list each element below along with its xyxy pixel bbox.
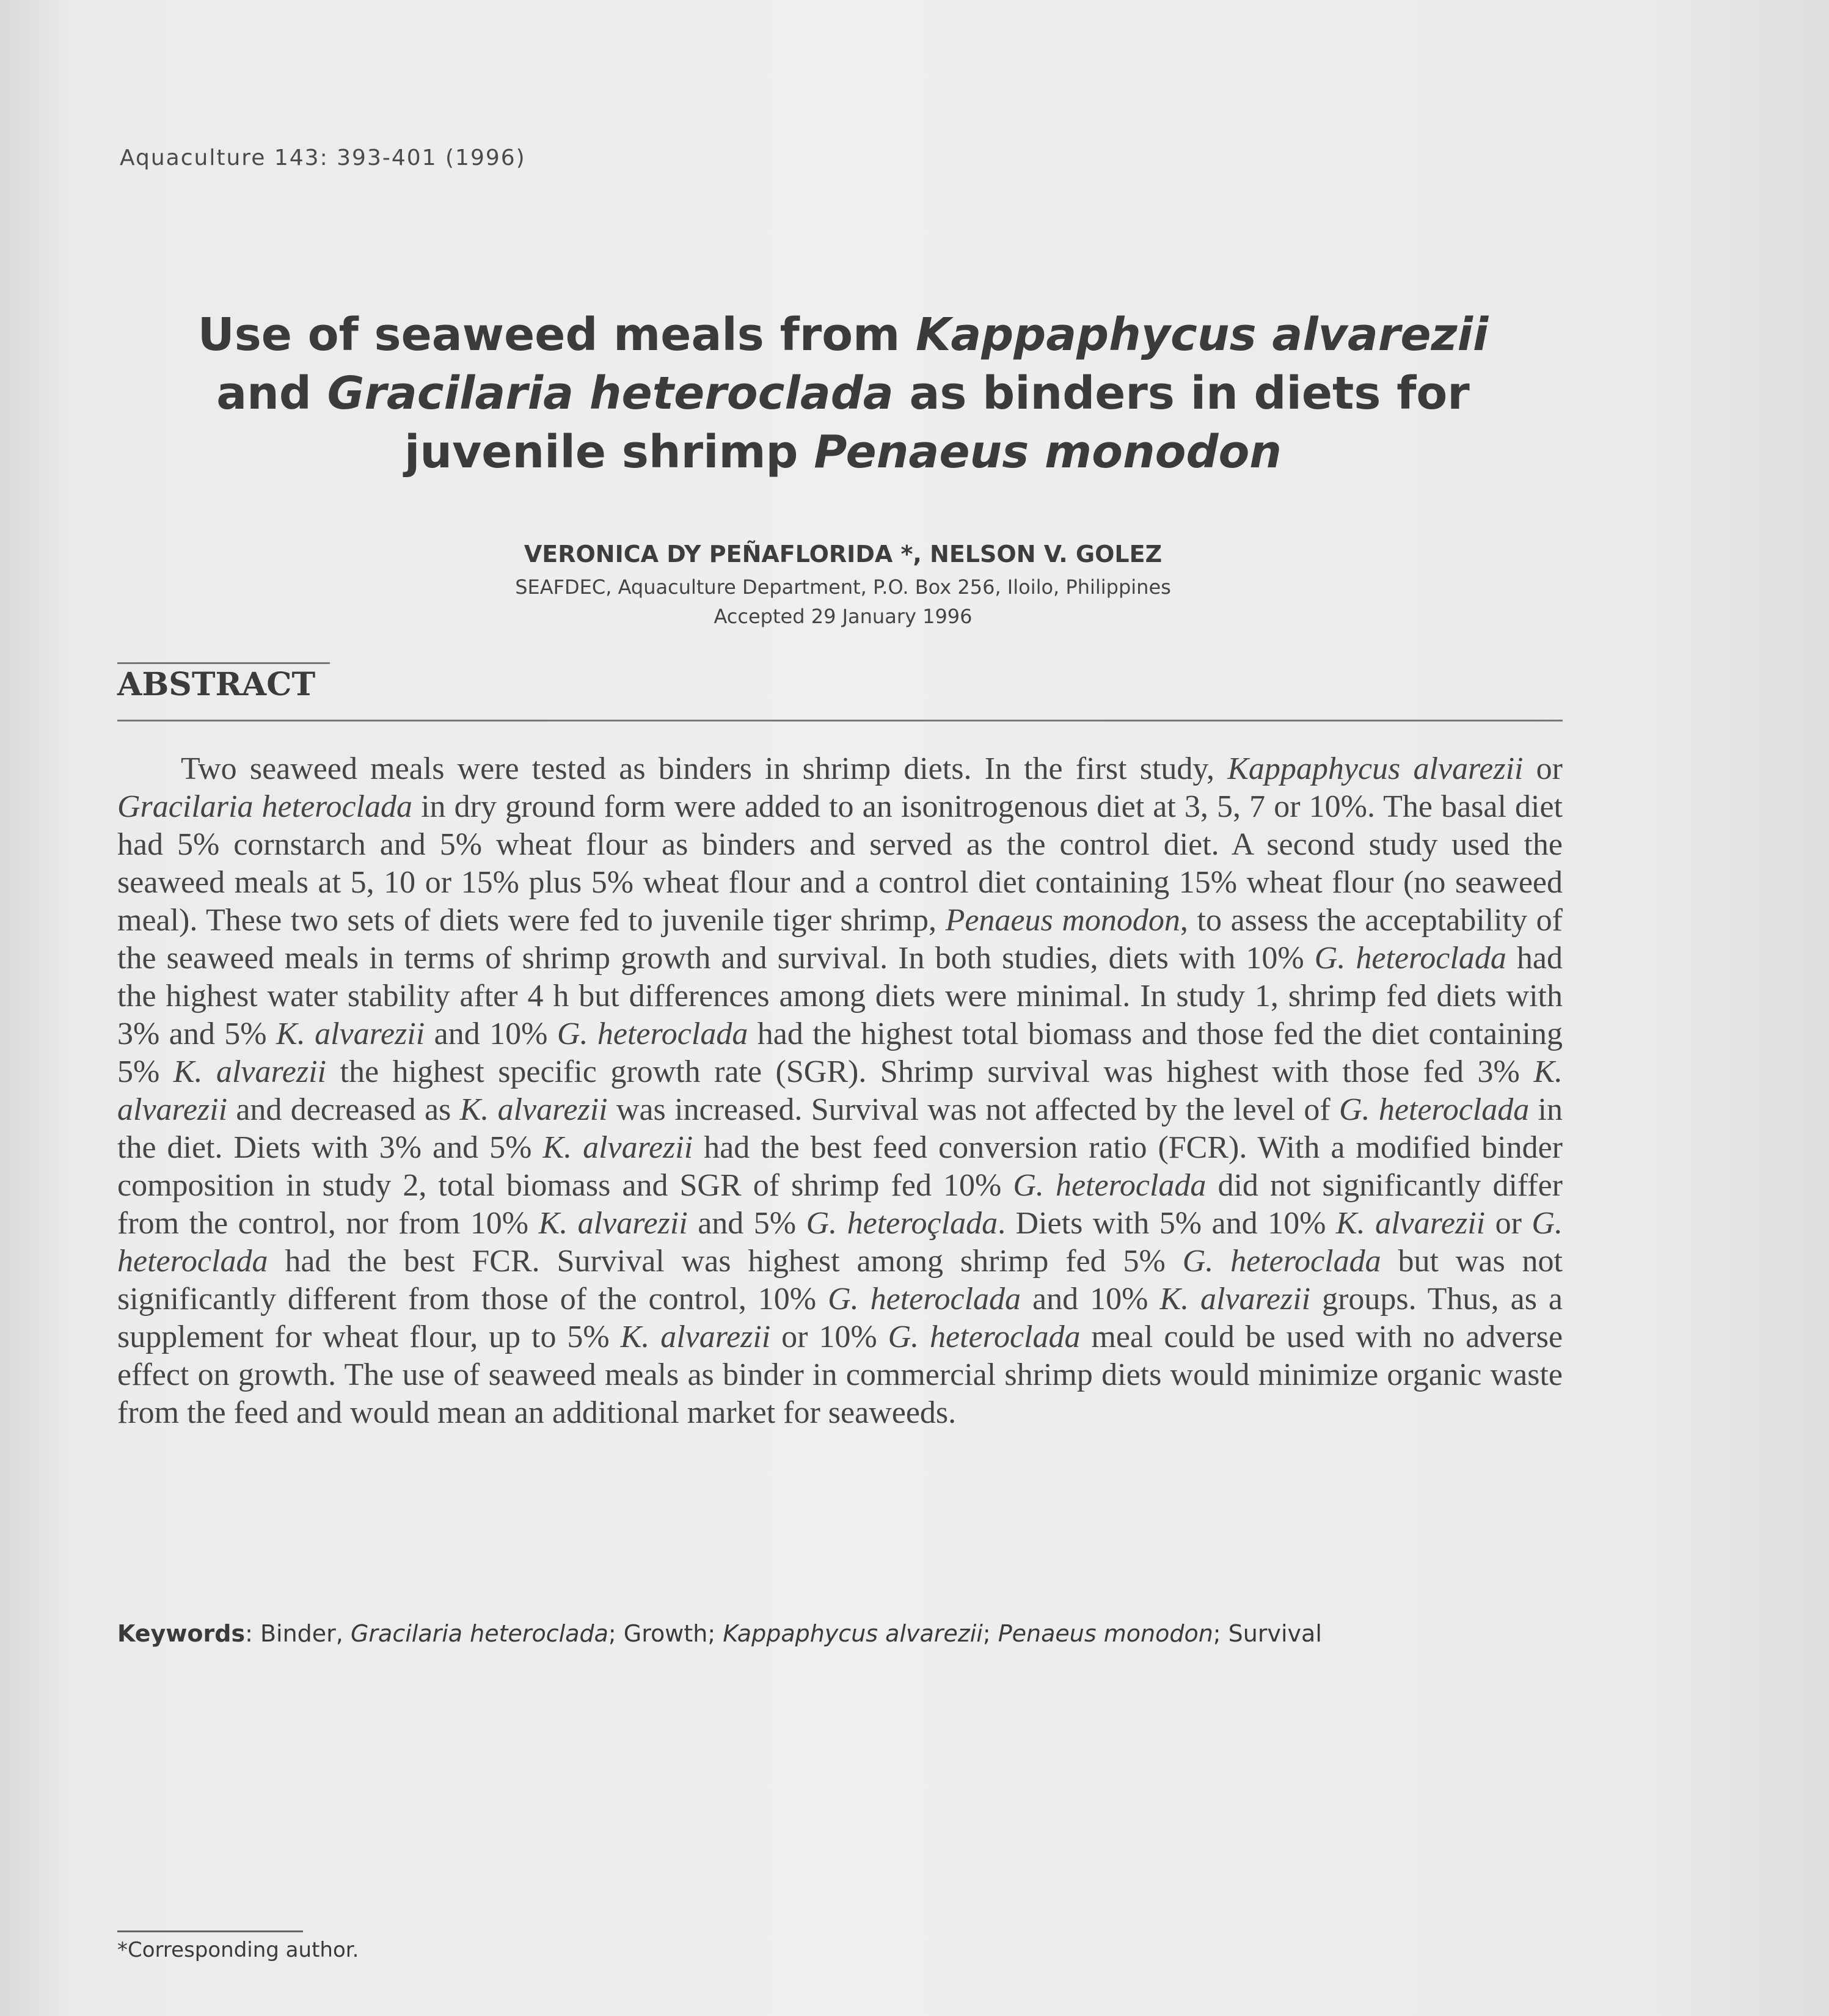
title-line-1: Use of seaweed meals from Kappaphycus alvarezii bbox=[197, 309, 1489, 361]
abstract-text: groups. Thus, as a supplement for wheat flour, up to 5% bbox=[117, 1282, 1563, 1354]
keyword-italic-term: Kappaphycus alvarezii bbox=[723, 1620, 983, 1647]
abstract-text: or 10% bbox=[770, 1320, 888, 1354]
abstract-text: and 5% bbox=[687, 1206, 806, 1241]
authors: VERONICA DY PEÑAFLORIDA *, NELSON V. GOLEZ bbox=[524, 541, 1163, 568]
abstract-italic-term: K. alvarezii bbox=[173, 1054, 327, 1089]
abstract-italic-term: Gracilaria heteroclada bbox=[117, 789, 412, 824]
abstract-text: and decreased as bbox=[227, 1092, 460, 1127]
abstract-top-rule bbox=[117, 662, 330, 664]
abstract-text: , to assess the acceptability of the seaweed meals in terms of shrimp growth and survival. In both studies, diets with 10% bbox=[117, 903, 1563, 976]
journal-citation: Aquaculture 143: 393-401 (1996) bbox=[120, 145, 526, 170]
abstract-body bbox=[117, 750, 1563, 1432]
abstract-italic-term: Penaeus monodon bbox=[945, 903, 1180, 938]
abstract-text: and 10% bbox=[425, 1017, 557, 1051]
abstract-text: had the best feed conversion ratio (FCR). With a modified binder composition in study 2, total biomass and SGR of shrimp fed 10% bbox=[117, 1130, 1563, 1203]
abstract-italic-term: K. alvarezii bbox=[276, 1017, 425, 1051]
abstract-italic-term: G. heteroclada bbox=[117, 1206, 1563, 1279]
abstract-italic-term: G. heteroclada bbox=[557, 1017, 748, 1051]
abstract-italic-term: G. heteroclada bbox=[1338, 1092, 1530, 1127]
abstract-text: had the best FCR. Survival was highest among shrimp fed 5% bbox=[268, 1244, 1183, 1279]
keywords-list bbox=[245, 1620, 1322, 1647]
abstract-italic-term: G. heteroclada bbox=[1314, 941, 1506, 976]
keyword-text: ; Growth; bbox=[608, 1620, 723, 1647]
abstract-italic-term: Kappaphycus alvarezii bbox=[1227, 751, 1524, 786]
abstract-italic-term: G. heteroçlada bbox=[806, 1206, 998, 1241]
keyword-text: ; Survival bbox=[1213, 1620, 1322, 1647]
keywords bbox=[117, 1620, 1563, 1647]
keyword-italic-term: Penaeus monodon bbox=[998, 1620, 1213, 1647]
abstract-text: meal could be used with no adverse effect on growth. The use of seaweed meals as binder in commercial shrimp diets would minimize organic waste from the feed and would mean an additional market for seaweeds. bbox=[117, 1320, 1563, 1430]
keyword-text: ; bbox=[982, 1620, 998, 1647]
keyword-text: : Binder, bbox=[245, 1620, 351, 1647]
abstract-text: in the diet. Diets with 3% and 5% bbox=[117, 1092, 1563, 1165]
abstract-text: but was not significantly different from those of the control, 10% bbox=[117, 1244, 1563, 1317]
title-line-2: and Gracilaria heteroclada as binders in diets for bbox=[216, 367, 1470, 420]
abstract-italic-term: K. alvarezii bbox=[1159, 1282, 1311, 1317]
abstract-italic-term: G. heteroclada bbox=[828, 1282, 1021, 1317]
abstract-text: or bbox=[1485, 1206, 1532, 1241]
abstract-italic-term: K. alvarezii bbox=[1335, 1206, 1486, 1241]
abstract-text: . Diets with 5% and 10% bbox=[998, 1206, 1336, 1241]
abstract-text: did not significantly differ from the control, nor from 10% bbox=[117, 1168, 1563, 1241]
abstract-italic-term: K. alvarezii bbox=[620, 1320, 771, 1354]
abstract-text: the highest specific growth rate (SGR). Shrimp survival was highest with those fed 3% bbox=[326, 1054, 1534, 1089]
abstract-text: Two seaweed meals were tested as binders in shrimp diets. In the first study, bbox=[181, 751, 1228, 786]
footnote: *Corresponding author. bbox=[117, 1938, 359, 1962]
abstract-text: or bbox=[1523, 751, 1563, 786]
abstract-text: and 10% bbox=[1021, 1282, 1160, 1317]
abstract-text: was increased. Survival was not affected by the level of bbox=[607, 1092, 1339, 1127]
affiliation: SEAFDEC, Aquaculture Department, P.O. Box 256, Iloilo, Philippines bbox=[515, 575, 1171, 599]
abstract-text: in dry ground form were added to an isonitrogenous diet at 3, 5, 7 or 10%. The basal diet had 5% cornstarch and 5% wheat flour as binders and served as the control diet. A second study used the seaweed meals at 5, 10 or 15% plus 5% wheat flour and a control diet containing 15% wheat flour (no seaweed meal). These two sets of diets were fed to juvenile tiger shrimp, bbox=[117, 789, 1563, 938]
abstract-heading: ABSTRACT bbox=[117, 666, 316, 703]
abstract-text: had the highest total biomass and those fed the diet containing 5% bbox=[117, 1017, 1563, 1089]
abstract-italic-term: G. heteroclada bbox=[1182, 1244, 1381, 1279]
paper-title bbox=[122, 305, 1564, 481]
keyword-italic-term: Gracilaria heteroclada bbox=[350, 1620, 608, 1647]
abstract-text: had the highest water stability after 4 h but differences among diets were minimal. In study 1, shrimp fed diets with 3% and 5% bbox=[117, 941, 1563, 1051]
keywords-label: Keywords bbox=[117, 1620, 246, 1647]
abstract-italic-term: K. alvarezii bbox=[459, 1092, 608, 1127]
abstract-italic-term: G. heteroclada bbox=[1013, 1168, 1207, 1203]
abstract-divider bbox=[117, 720, 1563, 721]
abstract-italic-term: K. alvarezii bbox=[538, 1206, 688, 1241]
abstract-italic-term: K. alvarezii bbox=[117, 1054, 1563, 1127]
abstract-italic-term: G. heteroclada bbox=[888, 1320, 1081, 1354]
accepted-date: Accepted 29 January 1996 bbox=[714, 605, 973, 628]
title-line-3: juvenile shrimp Penaeus monodon bbox=[404, 426, 1282, 478]
footnote-rule bbox=[117, 1930, 303, 1932]
abstract-italic-term: K. alvarezii bbox=[542, 1130, 693, 1165]
